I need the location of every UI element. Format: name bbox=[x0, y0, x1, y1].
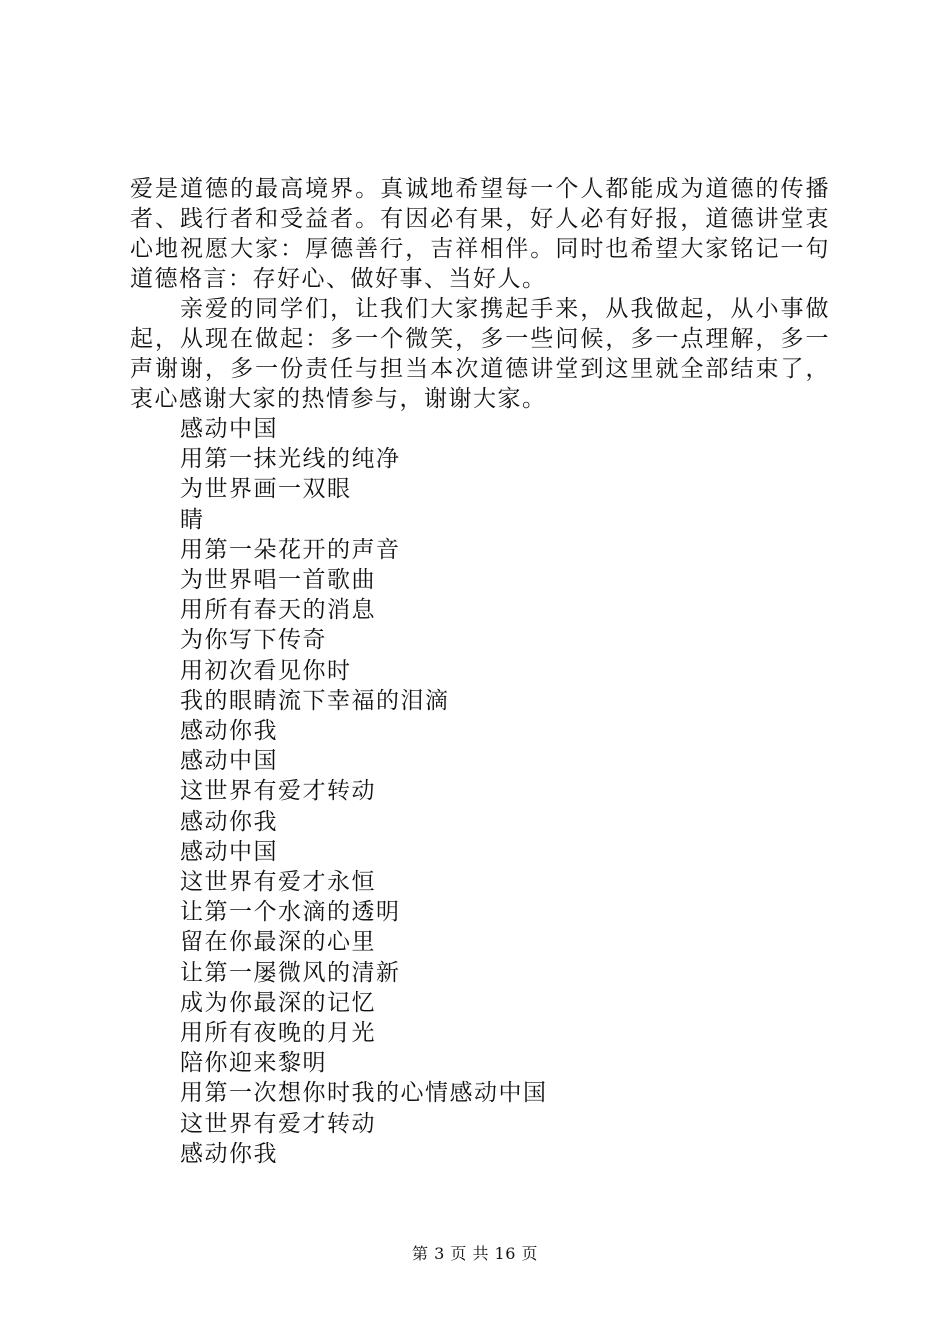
poem-line: 感动中国 bbox=[180, 838, 278, 865]
poem-lyrics bbox=[130, 414, 830, 1169]
poem-line: 睛 bbox=[180, 506, 205, 533]
poem-line: 感动你我 bbox=[180, 1140, 278, 1167]
paragraph-closing: 亲爱的同学们，让我们大家携起手来，从我做起，从小事做起，从现在做起：多一个微笑，多一些问候，多一点理解，多一声谢谢，多一份责任与担当本次道德讲堂到这里就全部结束了，衷心感谢大家的热情参与，谢谢大家。 bbox=[130, 296, 830, 412]
paragraph-morality: 爱是道德的最高境界。真诚地希望每一个人都能成为道德的传播者、践行者和受益者。有因必有果，好人必有好报，道德讲堂衷心地祝愿大家：厚德善行，吉祥相伴。同时也希望大家铭记一句道德格言：存好心、做好事、当好人。 bbox=[130, 176, 830, 292]
poem-line: 这世界有爱才永恒 bbox=[180, 869, 376, 896]
poem-line: 感动你我 bbox=[180, 718, 278, 745]
poem-line: 感动中国 bbox=[180, 748, 278, 775]
poem-line: 留在你最深的心里 bbox=[180, 929, 376, 956]
poem-line: 让第一个水滴的透明 bbox=[180, 899, 401, 926]
page-number-footer: 第 3 页 共 16 页 bbox=[412, 1244, 538, 1263]
poem-line: 这世界有爱才转动 bbox=[180, 1110, 376, 1137]
poem-line: 我的眼睛流下幸福的泪滴 bbox=[180, 687, 450, 714]
poem-line: 陪你迎来黎明 bbox=[180, 1050, 327, 1077]
poem-line: 为世界唱一首歌曲 bbox=[180, 567, 376, 594]
poem-line: 用所有春天的消息 bbox=[180, 597, 376, 624]
poem-line: 这世界有爱才转动 bbox=[180, 778, 376, 805]
poem-line: 为世界画一双眼 bbox=[180, 476, 352, 503]
poem-line: 用所有夜晚的月光 bbox=[180, 1020, 376, 1047]
poem-line: 感动你我 bbox=[180, 808, 278, 835]
poem-line: 成为你最深的记忆 bbox=[180, 989, 376, 1016]
document-body bbox=[130, 174, 830, 1169]
poem-line: 用初次看见你时 bbox=[180, 657, 352, 684]
poem-line: 用第一次想你时我的心情感动中国 bbox=[180, 1080, 548, 1107]
poem-line: 用第一朵花开的声音 bbox=[180, 536, 401, 563]
poem-line: 让第一屡微风的清新 bbox=[180, 959, 401, 986]
poem-line: 为你写下传奇 bbox=[180, 627, 327, 654]
poem-line: 感动中国 bbox=[180, 416, 278, 442]
poem-line: 用第一抹光线的纯净 bbox=[180, 446, 401, 473]
